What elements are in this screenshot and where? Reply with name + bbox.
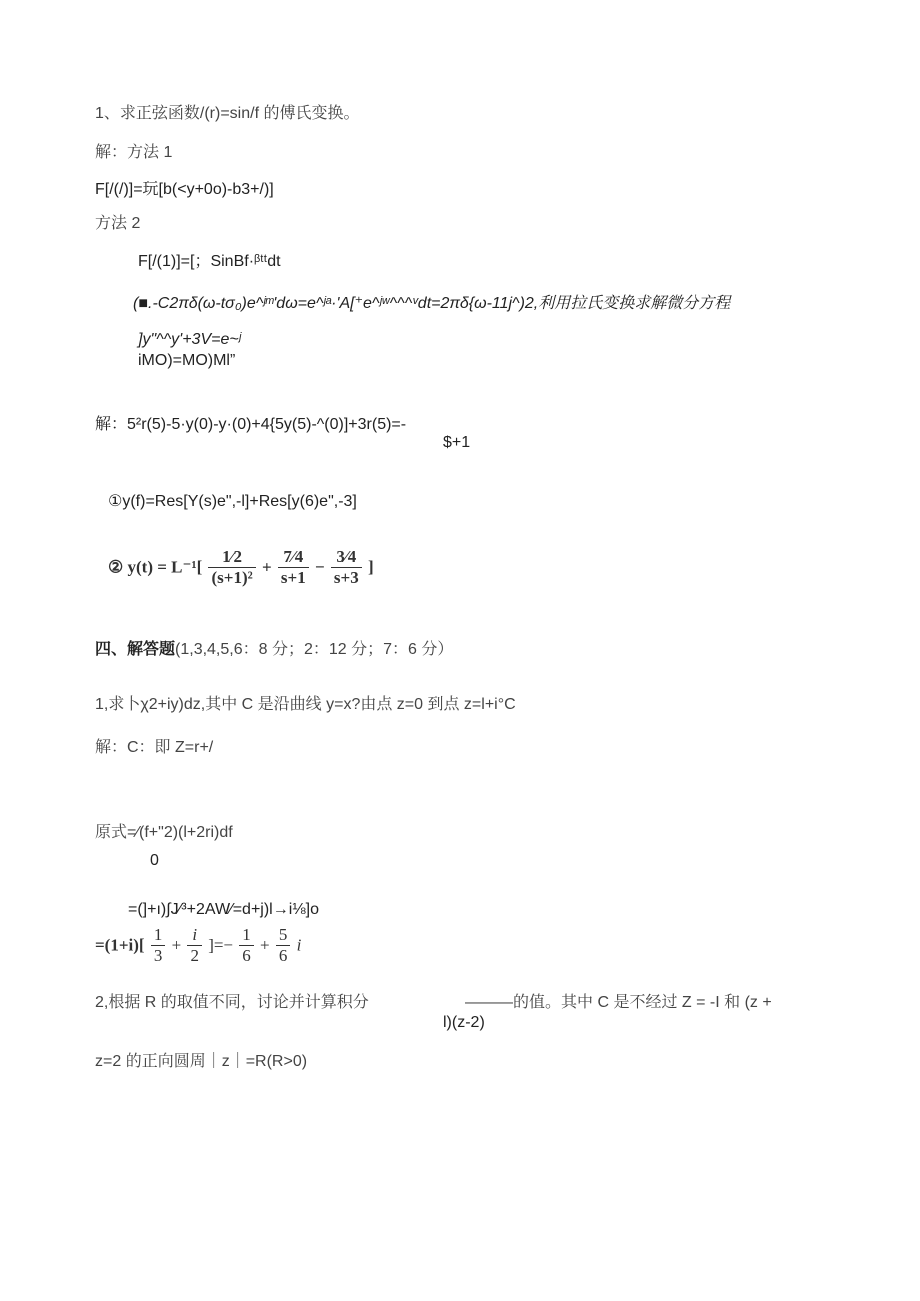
integral-lower-limit: 0: [150, 852, 159, 869]
fraction-five-sixths: [276, 925, 291, 966]
numerator: 1: [239, 925, 254, 946]
initial-conditions: iMO)=MO)Ml”: [138, 352, 236, 369]
problem-2-denominator: l)(z-2): [443, 1014, 485, 1031]
closing-bracket: ]: [367, 557, 374, 577]
denominator: 6: [242, 946, 251, 965]
final-result-formula: [95, 925, 301, 966]
problem-2-continuation: ———的值。其中 C 是不经过 Z = -I 和 (z +: [465, 994, 772, 1011]
imaginary-unit: i: [296, 935, 302, 955]
integral-evaluation: =(]+ı)∫J⁄³+2AW∕=d+j)l→i⅛]o: [128, 901, 319, 918]
plus-operator: +: [260, 935, 270, 955]
plus-operator: +: [171, 935, 182, 955]
solution-2-denominator: $+1: [443, 434, 471, 451]
numerator: 7⁄4: [278, 547, 309, 568]
numerator: 1⁄2: [208, 547, 255, 568]
denominator: (s+1)²: [211, 568, 253, 587]
solution-2-laplace: 解：5²r(5)-5·y(0)-y·(0)+4{5y(5)-^(0)]+3r(5)=-: [95, 416, 407, 433]
section-4-scores: (1,3,4,5,6：8 分；2：12 分；7：6 分）: [175, 641, 454, 658]
question-1: 1、求正弦函数/(r)=sin/f 的傅氏变换。: [95, 105, 360, 122]
original-integral: 原式=∕(f+"2)(l+2ri)df: [95, 824, 233, 841]
fraction-i-half: [187, 925, 202, 966]
fraction-term-3: [331, 547, 362, 588]
denominator: s+1: [280, 568, 306, 587]
formula-lead: =(1+i)[: [95, 935, 145, 955]
numerator: 1: [151, 925, 166, 946]
denominator: 2: [190, 946, 199, 965]
differential-equation: ]y"^^y'+3V=e~ʲ: [138, 331, 241, 348]
denominator: s+3: [333, 568, 359, 587]
formula-line-f1: F[/(/)]=玩[b(<y+0o)-b3+/)]: [95, 181, 274, 198]
numerator: 3⁄4: [331, 547, 362, 568]
fraction-one-sixth: [239, 925, 254, 966]
fraction-one-third: [151, 925, 166, 966]
plus-operator: +: [261, 557, 272, 577]
numerator: 5: [276, 925, 291, 946]
problem-2-contour: z=2 的正向圆周｜z｜=R(R>0): [95, 1053, 308, 1070]
problem-1: 1,求卜χ2+iy)dz,其中 C 是沿曲线 y=x?由点 z=0 到点 z=l+i°C: [95, 696, 516, 713]
inverse-laplace-formula: [108, 547, 374, 588]
section-4-heading: [95, 640, 453, 660]
fraction-term-2: [278, 547, 309, 588]
denominator: 6: [278, 946, 288, 965]
equals-minus: ]=−: [208, 935, 234, 955]
numerator: i: [187, 925, 202, 946]
formula-line-f3: (■.-C2πδ(ω-tσ₀)e^ʲᵐ'dω=e^ʲᵃ·'A[⁺e^ʲʷ^^^ᵛdt=2πδ{ω-11j^)2,利用拉氏变换求解微分方程: [133, 295, 731, 312]
formula-lead: ② y(t) = L⁻¹[: [108, 557, 203, 577]
solution-method-1: 解：方法 1: [95, 144, 173, 161]
problem-2-text: 2,根据 R 的取值不同，讨论并计算积分: [95, 994, 369, 1011]
denominator: 3: [153, 946, 163, 965]
fraction-term-1: [208, 547, 255, 588]
problem-1-solution: 解：C：即 Z=r+/: [95, 739, 214, 756]
minus-operator: −: [314, 557, 325, 577]
residue-formula: ①y(f)=Res[Y(s)e",-l]+Res[y(6)e",-3]: [108, 493, 357, 510]
section-4-title: 四、解答题: [95, 641, 176, 658]
formula-line-f2: F[/(1)]=[；SinBf·ᵝᵗᵗdt: [138, 253, 281, 270]
method-2-label: 方法 2: [95, 215, 141, 232]
